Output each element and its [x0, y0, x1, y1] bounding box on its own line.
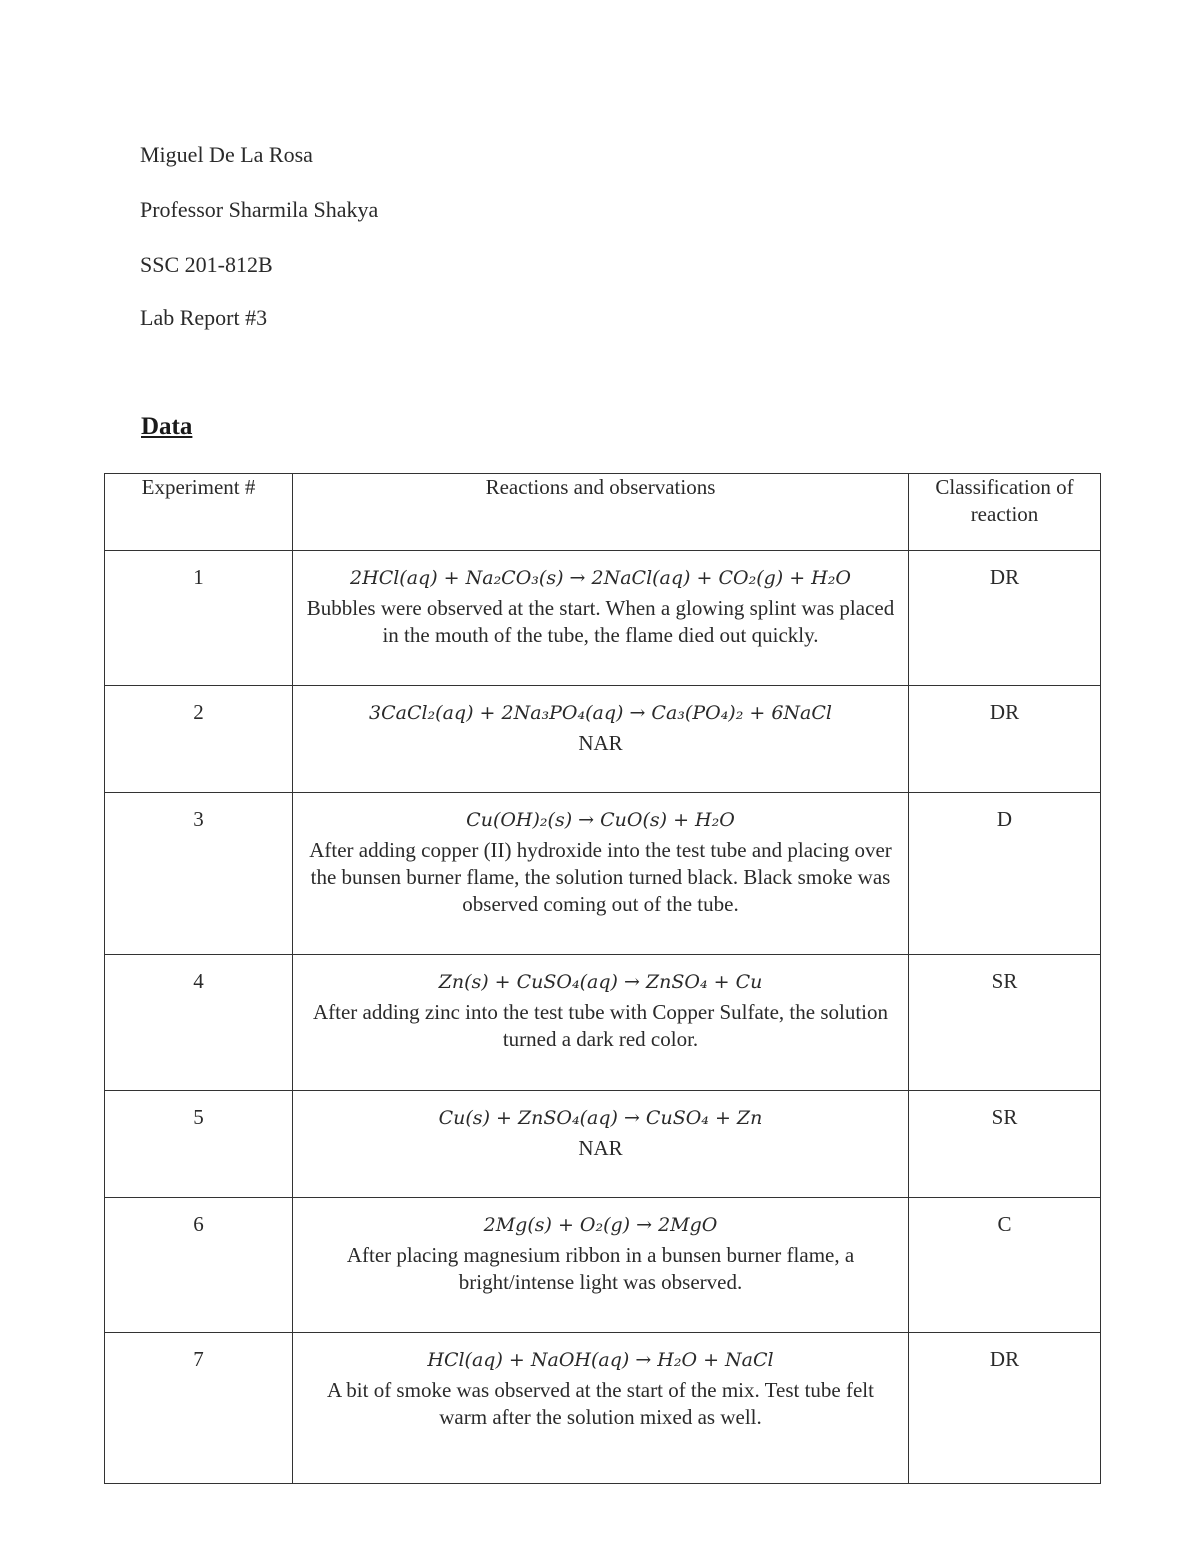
classification-value: D: [909, 793, 1101, 955]
classification-value: SR: [909, 955, 1101, 1091]
table-row: [105, 1333, 1101, 1484]
reaction-cell: [293, 1198, 909, 1333]
reaction-cell: [293, 1091, 909, 1198]
observation-text: After adding copper (II) hydroxide into the test tube and placing over the bunsen burner flame, the solution turned black. Black smoke was observed coming out of the tube.: [309, 838, 892, 916]
experiment-number: 2: [105, 686, 293, 793]
classification-value: DR: [909, 1333, 1101, 1484]
course-code: SSC 201-812B: [140, 252, 273, 277]
table-row: [105, 686, 1101, 793]
reaction-equation: 2Mg(s) + O₂(g) → 2MgO: [483, 1214, 718, 1236]
column-header-experiment: Experiment #: [105, 474, 293, 551]
observation-text: Bubbles were observed at the start. When a glowing splint was placed in the mouth of the tube, the flame died out quickly.: [306, 596, 895, 647]
table-row: [105, 551, 1101, 686]
observation-text: After placing magnesium ribbon in a bunsen burner flame, a bright/intense light was observed.: [346, 1243, 855, 1294]
data-table: [104, 473, 1101, 1484]
reaction-cell: [293, 1333, 909, 1484]
experiment-number: 5: [105, 1091, 293, 1198]
classification-value: DR: [909, 551, 1101, 686]
reaction-cell: [293, 551, 909, 686]
table-row: [105, 955, 1101, 1091]
table-row: [105, 793, 1101, 955]
reaction-equation: Zn(s) + CuSO₄(aq) → ZnSO₄ + Cu: [438, 971, 763, 993]
student-name: Miguel De La Rosa: [140, 142, 313, 167]
experiment-number: 6: [105, 1198, 293, 1333]
reaction-cell: [293, 686, 909, 793]
experiment-number: 4: [105, 955, 293, 1091]
reaction-equation: Cu(s) + ZnSO₄(aq) → CuSO₄ + Zn: [438, 1107, 763, 1129]
observation-text: After adding zinc into the test tube with Copper Sulfate, the solution turned a dark red color.: [312, 1000, 889, 1051]
table-row: [105, 1091, 1101, 1198]
observation-text: A bit of smoke was observed at the start of the mix. Test tube felt warm after the solution mixed as well.: [327, 1378, 874, 1429]
table-row: [105, 1198, 1101, 1333]
professor-name: Professor Sharmila Shakya: [140, 197, 379, 222]
reaction-cell: [293, 955, 909, 1091]
reaction-equation: Cu(OH)₂(s) → CuO(s) + H₂O: [466, 809, 735, 831]
classification-value: DR: [909, 686, 1101, 793]
classification-value: SR: [909, 1091, 1101, 1198]
reaction-equation: 3CaCl₂(aq) + 2Na₃PO₄(aq) → Ca₃(PO₄)₂ + 6NaCl: [368, 702, 832, 724]
table-header-row: [105, 474, 1101, 551]
column-header-classification: Classification of reaction: [909, 474, 1101, 551]
reaction-equation: 2HCl(aq) + Na₂CO₃(s) → 2NaCl(aq) + CO₂(g) + H₂O: [350, 567, 851, 589]
experiment-number: 7: [105, 1333, 293, 1484]
section-title-data: Data: [141, 413, 193, 440]
experiment-number: 1: [105, 551, 293, 686]
reaction-equation: HCl(aq) + NaOH(aq) → H₂O + NaCl: [427, 1349, 774, 1371]
classification-value: C: [909, 1198, 1101, 1333]
reaction-cell: [293, 793, 909, 955]
observation-text: NAR: [578, 731, 623, 755]
experiment-number: 3: [105, 793, 293, 955]
observation-text: NAR: [578, 1136, 623, 1160]
column-header-reactions: Reactions and observations: [293, 474, 909, 551]
report-title: Lab Report #3: [140, 305, 268, 330]
